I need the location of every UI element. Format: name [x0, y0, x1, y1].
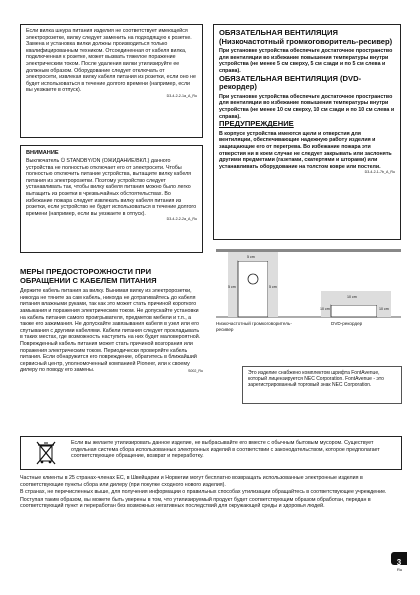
- ventilation-warning-box: [213, 24, 401, 240]
- standby-caution-text: Выключатель ⏻ STANDBY/ON (ОЖИДАНИЕ/ВКЛ.) данного устройства не полностью отключает его от электросети. Чтобы полностью отключить питание устройства, вытащите вилку кабеля питания из электророзетки. Поэтому устройство следует устанавливать так, чтобы вилку кабеля питания можно было легко вытащить из розетки в чрезвычайных обстоятельствах. Во избежание пожара следует извлекать вилку кабеля питания из розетки, если устройство не будет использоваться в течение долгого времени (например, если вы уезжаете в отпуск).: [26, 158, 197, 217]
- warning-heading: ПРЕДУПРЕЖДЕНИЕ: [219, 119, 294, 129]
- warning-code: D3-4-2-1-7b_A_Ru: [364, 170, 395, 175]
- page-number-badge: [391, 552, 407, 565]
- ventilation-text-receiver: При установке устройства обеспечьте достаточное пространство для вентиляции во избежание повышения температуры внутри устройства (не менее 5 см сверху, 5 см сзади и по 5 см слева и справа).: [219, 48, 393, 74]
- font-notice-text: Это изделие снабжено комплектом шрифта FontAvenue, который лицензируется NEC Corporation. FontAvenue - это зарегистрированный торговый знак NEC Corporation.: [248, 370, 384, 389]
- recycling-box: [20, 436, 402, 470]
- recycling-text: Если вы желаете утилизировать данное изделие, не выбрасывайте его вместе с обычным бытовым мусором. Существует отдельная система сбора использованных электронных изделий в соответствии с законодательством, которое предполагает соответствующее обращение, возврат и переработку.: [71, 440, 380, 460]
- ventilation-diagram: [213, 247, 403, 352]
- disposal-paragraph-3: Поступая таким образом, вы можете быть уверены в том, что утилизируемый продукт будет соответствующим образом обработан, передан в соответствующий пункт и переработан без возможных негативных последствий для окружающей среды и здоровья людей.: [20, 496, 371, 510]
- label-5cm-right: 5 cm: [269, 285, 277, 289]
- diagram-dvd-left-clearance: [321, 291, 331, 317]
- caption-dvd: DVD-рекордер: [331, 321, 363, 326]
- standby-caution-code: D3-4-2-2-2a_A_Ru: [166, 217, 197, 222]
- ventilation-text-dvd: При установке устройства обеспечьте достаточное пространство для вентиляции во избежание повышения температуры внутри устройства (не менее 10 см сверху, 10 см сзади и по 10 см слева и справа).: [219, 93, 395, 120]
- diagram-subwoofer-unit: [238, 261, 268, 317]
- diagram-dvd-right-clearance: [377, 291, 391, 317]
- standby-caution-heading: ВНИМАНИЕ: [26, 150, 59, 156]
- power-plug-notice-text: Если вилка шнура питания изделия не соответствует имеющейся электророзетке, вилку следует заменить на подходящую к розетке. Замена и установка вилки должны производиться только квалифицированным техником. Отсоединенная от кабеля вилка, подключенная к розетке, может вызвать тяжелое поражение электрическим током. После удаления вилки утилизируйте ее должным образом. Оборудование следует отключать от электросети, извлекая вилку кабеля питания из розетки, если оно не будет использоваться в течение долгого времени (например, если вы уезжаете в отпуск).: [26, 28, 196, 94]
- diagram-top-shelf: [216, 249, 401, 252]
- label-5cm-left: 5 cm: [228, 285, 236, 289]
- caption-subwoofer: Низкочастотный громкоговоритель-ресивер: [216, 321, 292, 332]
- warning-text: В корпусе устройства имеются щели и отверстия для вентиляции, обеспечивающие надежную работу изделия и защищающие его от перегрева. Во избежание пожара эти отверстия ни в коем случае не следует закрывать или заслонять другими предметами (газетами, скатертями и шторами) или устанавливать оборудование на толстом ковре или постели.: [219, 130, 392, 170]
- disposal-paragraph-2: В странах, не перечисленных выше, для получения информации о правильных способах утилизации обращайтесь в соответствующее учреждение.: [20, 489, 387, 496]
- font-notice-box: [242, 366, 402, 404]
- ventilation-heading-dvd: ОБЯЗАТЕЛЬНАЯ ВЕНТИЛЯЦИЯ (DVD-рекордер): [219, 73, 362, 92]
- label-5cm-top: 5 cm: [247, 255, 255, 259]
- page-language: Ru: [397, 567, 403, 572]
- label-10cm-left: 10 cm: [320, 307, 330, 311]
- disposal-paragraph-1: Частные клиенты в 25 странах-членах ЕС, в Швейцарии и Норвегии могут бесплатно возвращать использованные электронные изделия в соответствующие пункты сбора или дилеру (при покупке сходного нового изделия).: [20, 475, 363, 488]
- ventilation-figure: [213, 247, 403, 352]
- page-number: 3: [396, 558, 402, 567]
- cable-precautions-section: [20, 268, 203, 373]
- cable-precautions-code: S002_Ru: [188, 368, 203, 373]
- cable-precautions-heading: МЕРЫ ПРЕДОСТОРОЖНОСТИ ПРИ ОБРАЩЕНИИ С КАБЕЛЕМ ПИТАНИЯ: [20, 267, 157, 285]
- disposal-paragraphs: [20, 475, 402, 510]
- ventilation-heading-receiver: ОБЯЗАТЕЛЬНАЯ ВЕНТИЛЯЦИЯ (Низкочастотный громкоговоритель-ресивер): [219, 28, 393, 46]
- label-10cm-right: 10 cm: [379, 307, 389, 311]
- power-plug-notice-code: D3-4-2-2-1a_A_Ru: [166, 93, 197, 98]
- crossed-bin-icon: [35, 440, 57, 466]
- standby-caution-box: [20, 145, 203, 253]
- power-plug-notice-box: [20, 24, 203, 138]
- cable-precautions-text: Держите кабель питания за вилку. Вынимая вилку из электророзетки, никогда не тяните за сам кабель, никогда не дотрагивайтесь до кабеля питания влажными руками, так как это может стать причиной короткого замыкания и поражения электрическим током. Не допускайте установки на кабель питания самого проигрывателя, предметов мебели и т.п., а также его зажимания. Не допускайте завязывания кабеля в узел или его спутывания с другими кабелями. Кабели питания следует прокладывать в таких местах, где возможность наступить на них будет маловероятной. Поврежденный кабель питания может стать причиной возгорания или поражения электрическим током. Периодически проверяйте кабель питания. Если обнаружится его повреждение, обратитесь в ближайший сервисный центр, уполномоченный компанией Pioneer, или к своему дилеру по поводу его замены.: [20, 288, 201, 374]
- label-10cm-top: 10 cm: [347, 295, 357, 299]
- diagram-dvd-unit: [331, 305, 377, 317]
